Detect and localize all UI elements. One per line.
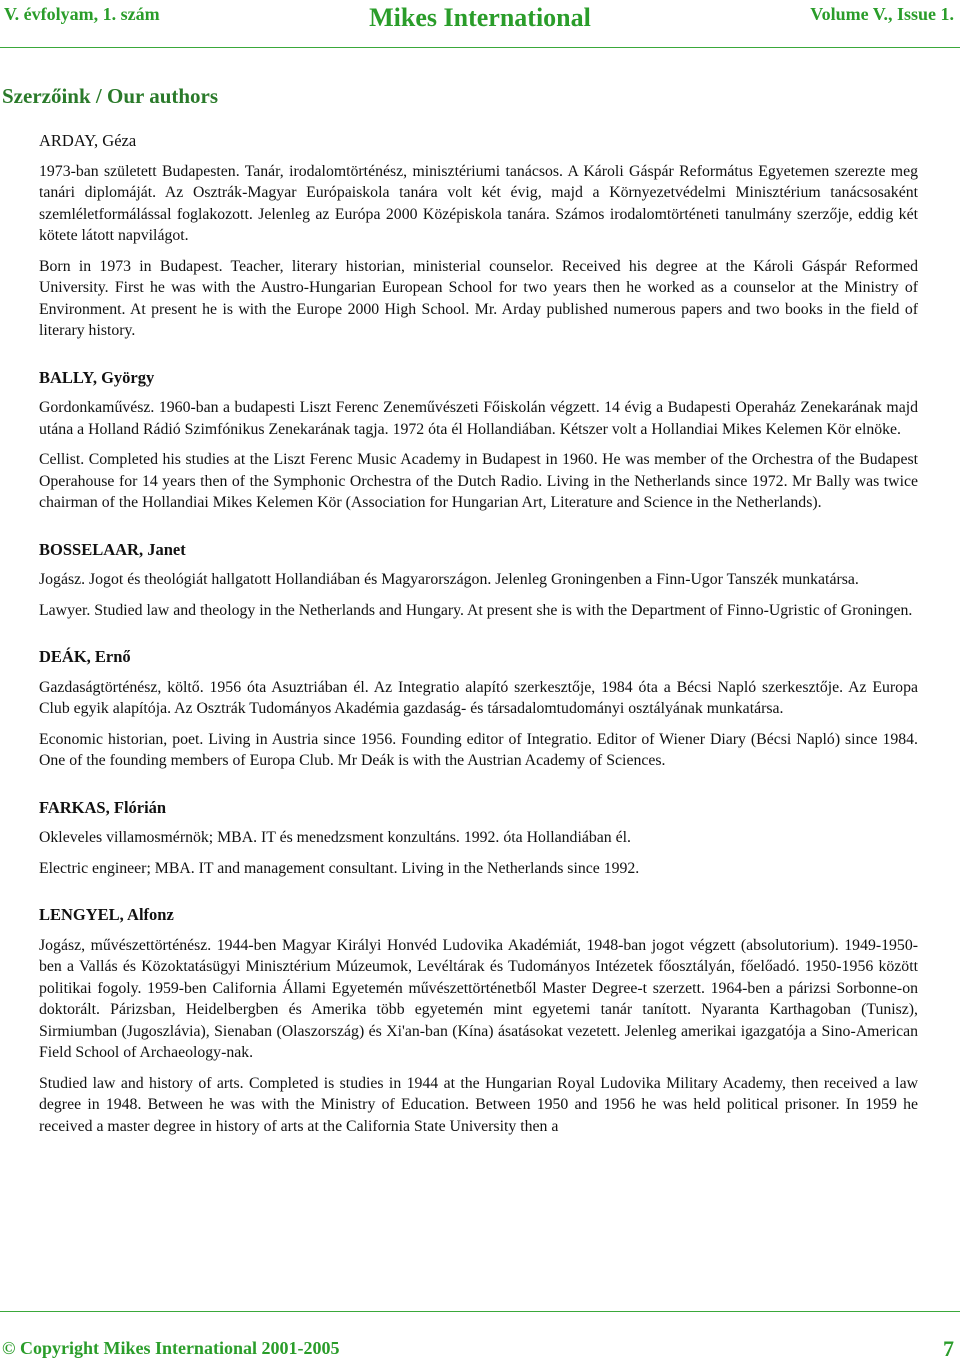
header-issue-hu: V. évfolyam, 1. szám xyxy=(4,4,160,24)
author-bio-hu: Jogász, művészettörténész. 1944-ben Magyar Királyi Honvéd Ludovika Akadémiát, 1948-ban jogot végzett (absolutorium). 1949-1950-ben a Vallás és Közoktatásügyi Minisztérium Múzeumok, Levéltárak és Tudományos Intézetek főosztályán, főelőadó. 1950-1956 között politikai fogoly. 1959-ben California Állami Egyetemén művészettörténetből Master Degree-t szerzett. 1964-ben a párizsi Sorbonne-on doktorált. Párizsban, Heidelbergben és Amerika több egyetemén mint egyetemi tanár tanított. Nyaranta Karthagoban (Tunisz), Sirmiumban (Jugoszlávia), Sienaban (Olaszország) és Xi'an-ban (Kína) ásatásokat vezetett. Jelenleg amerikai igazgatója a Sino-American Field School of Archaeology-nak. xyxy=(39,936,918,1061)
author-bio-hu: Gordonkaművész. 1960-ban a budapesti Liszt Ferenc Zeneművészeti Főiskolán végzett. 14 évig a Budapesti Operaház Zenekarának majd utána a Holland Rádió Szimfónikus Zenekarának tagja. 1972 óta él Hollandiában. Kétszer volt a Hollandiai Mikes Kelemen Kör elnöke. xyxy=(39,399,918,438)
author-bio-en: Born in 1973 in Budapest. Teacher, literary historian, ministerial counselor. Received his degree at the Károli Gáspár Reformed University. First he was with the Austro-Hungarian European School for two years then he worked as a counselor at the Ministry of Environment. At present he is with the Europe 2000 High School. Mr. Arday published numerous papers and two books in the field of literary history. xyxy=(39,257,918,339)
header-journal-title: Mikes International xyxy=(369,3,591,32)
page-number: 7 xyxy=(943,1336,954,1361)
author-entry xyxy=(39,797,918,880)
author-name: ARDAY, Géza xyxy=(39,131,137,150)
authors-list xyxy=(39,130,918,1146)
author-name: DEÁK, Ernő xyxy=(39,647,131,666)
footer-divider xyxy=(0,1311,960,1312)
section-title: Szerzőink / Our authors xyxy=(2,84,219,108)
author-name: FARKAS, Flórián xyxy=(39,797,167,817)
page-header xyxy=(0,0,960,40)
author-bio-hu: Jogász. Jogot és theológiát hallgatott Hollandiában és Magyarországon. Jelenleg Groningenben a Finn-Ugor Tanszék munkatársa. xyxy=(39,571,859,588)
author-entry xyxy=(39,646,918,772)
author-bio-hu: Okleveles villamosmérnök; MBA. IT és menedzsment konzultáns. 1992. óta Hollandiában él. xyxy=(39,829,631,846)
author-name: LENGYEL, Alfonz xyxy=(39,905,174,924)
author-name: BOSSELAAR, Janet xyxy=(39,539,186,559)
author-bio-hu: 1973-ban született Budapesten. Tanár, irodalomtörténész, minisztériumi tanácsos. A Károli Gáspár Református Egyetemen szerezte meg tanári diplomáját. Az Osztrák-Magyar Európaiskola tanára volt két évig, majd a Környezetvédelmi Minisztérium tanácsosaként szemléletformálással foglakozott. Jelenleg az Európa 2000 Középiskola tanára. Számos irodalomtörténeti tanulmány szerzője, eddig két kötete látott napvilágot. xyxy=(39,162,918,244)
author-bio-en: Electric engineer; MBA. IT and management consultant. Living in the Netherlands since 1992. xyxy=(39,859,640,877)
author-bio-en: Lawyer. Studied law and theology in the Netherlands and Hungary. At present she is with the Department of Finno-Ugristic of Groningen. xyxy=(39,601,913,619)
author-entry xyxy=(39,539,918,622)
header-divider xyxy=(0,47,960,48)
author-bio-en: Cellist. Completed his studies at the Liszt Ferenc Music Academy in Budapest in 1960. He was member of the Orchestra of the Budapest Operahouse for 14 years then of the Symphonic Orchestra of the Dutch Radio. Living in the Netherlands since 1972. Mr Bally was twice chairman of the Hollandiai Mikes Kelemen Kör (Association for Hungarian Art, Literature and Science in the Netherlands). xyxy=(39,451,918,511)
footer-copyright: © Copyright Mikes International 2001-2005 xyxy=(2,1338,340,1358)
author-entry xyxy=(39,904,918,1137)
header-issue-en: Volume V., Issue 1. xyxy=(810,4,954,24)
author-bio-en: Economic historian, poet. Living in Austria since 1956. Founding editor of Integratio. Editor of Wiener Diary (Bécsi Napló) since 1984. One of the founding members of Europa Club. Mr Deák is with the Austrian Academy of Sciences. xyxy=(39,730,918,769)
author-entry xyxy=(39,367,918,514)
author-entry xyxy=(39,130,918,342)
author-bio-hu: Gazdaságtörténész, költő. 1956 óta Asuztriában él. Az Integratio alapító szerkesztője, 1984 óta a Bécsi Napló szerkesztője. Az Europa Club egyik alapítója. Az Osztrák Tudományos Akadémia gazdaság- és társadalomtudományi osztályának munkatársa. xyxy=(39,678,918,717)
author-name: BALLY, György xyxy=(39,367,155,387)
author-bio-en: Studied law and history of arts. Completed is studies in 1944 at the Hungarian Royal Ludovika Military Academy, then received a law degree in 1948. Between he was with the Ministry of Education. Between 1950 and 1956 he was held political prisoner. In 1959 he received a master degree in history of arts at the California State University then a xyxy=(39,1074,918,1135)
